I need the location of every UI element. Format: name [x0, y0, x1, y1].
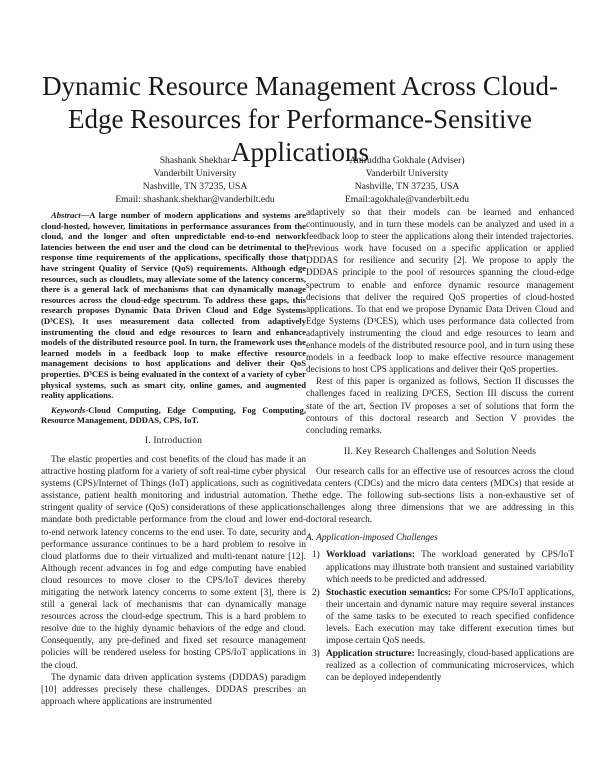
author-block-1	[80, 154, 310, 206]
list-item	[306, 587, 574, 647]
list-item-text: The workload generated by CPS/IoT applications may illustrate both transient and sustained variability which needs to be predicted and addressed.	[326, 550, 574, 585]
abstract	[41, 210, 306, 401]
challenge-list	[306, 549, 574, 684]
list-item-text: For some CPS/IoT applications, their uncertain and dynamic nature may require several instances of the same tasks to be executed to reach specified confidence levels. Each execution may take different execution times but impose certain QoS needs.	[326, 587, 574, 647]
keywords-text: -Cloud Computing, Edge Computing, Fog Computing, Resource Management, DDDAS, CPS, IoT.	[41, 404, 306, 426]
paper-title: Dynamic Resource Management Across Cloud-Edge Resources for Performance-Sensitive Applications	[42, 71, 558, 168]
author-name: Shashank Shekhar	[159, 155, 231, 166]
abstract-text: —A large number of modern applications and systems are cloud-hosted, however, limitations in performance assurances from the cloud, and the longer and often unpredictable end-to-end network latencies between the end user and the cloud can be detrimental to the response time requirements of the applications, specifically those that have stringent Quality of Service (QoS) requirements. Although edge resources, such as cloudlets, may alleviate some of the latency concerns, there is a general lack of mechanisms that can dynamically manage resources across the cloud-edge spectrum. To address these gaps, this research proposes Dynamic Data Driven Cloud and Edge Systems (D³CES). It uses measurement data collected from adaptively instrumenting the cloud and edge resources to learn and enhance models of the distributed resource pool. In turn, the framework uses the learned models in a feedback loop to make effective resource management decisions to host applications and deliver their QoS properties. D³CES is being evaluated in the context of a variety of cyber physical systems, such as smart city, online games, and augmented reality applications.	[41, 210, 306, 401]
section-heading-introduction: I. Introduction	[144, 435, 203, 446]
list-item	[306, 549, 574, 585]
challenges-paragraph: Our research calls for an effective use of resources across the cloud data centers (CDCs) and the micro data centers (MDCs) that reside at the edge. The following sub-sections lists a non-exhaustive set of challenges along three dimensions that we are addressing in this doctoral research.	[306, 466, 574, 526]
list-item-label: Stochastic execution semantics:	[326, 587, 452, 598]
list-item-number: 2)	[312, 587, 320, 598]
list-item-number: 1)	[312, 550, 320, 561]
author-email: Email:agokhale@vanderbilt.edu	[344, 194, 470, 205]
keywords-lead: Keywords	[51, 404, 86, 415]
list-item-number: 3)	[312, 649, 320, 660]
list-item-label: Application structure:	[326, 649, 415, 660]
list-item-label: Workload variations:	[326, 550, 415, 561]
author-block-2	[292, 154, 522, 206]
author-name: Aniruddha Gokhale (Adviser)	[349, 155, 465, 166]
author-email: Email: shashank.shekhar@vanderbilt.edu	[115, 194, 275, 205]
intro-paragraph-1: The elastic properties and cost benefits of the cloud has made it an attractive hosting platform for a variety of soft real-time cyber physical systems (CPS)/Internet of Things (IoT) applications, such as cognitive assistance, patient health monitoring and industrial automation. The stringent quality of service (QoS) considerations of these applications mandate both predictable performance from the cloud and lower end-to-end network latency concerns to the end user. To date, security and performance assurance continues to be a hard problem to resolve in cloud platforms due to their virtualized and multi-tenant nature [12]. Although recent advances in fog and edge computing have enabled cloud resources to move closer to the CPS/IoT devices thereby mitigating the network latency concerns to some extent [3], there is still a general lack of mechanisms that can dynamically manage resources across the cloud-edge spectrum. This is a hard problem to resolve due to the highly dynamic behaviors of the edge and cloud. Consequently, any pre-defined and fixed set resource management policies will be rendered useless for hosting CPS/IoT applications in the cloud.	[41, 454, 306, 671]
intro-continued-paragraph: adaptively so that their models can be learned and enhanced continuously, and in turn these models can be analyzed and used in a feedback loop to steer the applications along their intended trajectories. Previous work have focused on a specific application or applied DDDAS for resilience and security [2]. We propose to apply the DDDAS principle to the pool of resources spanning the cloud-edge spectrum to enable and enforce dynamic resource management decisions that deliver the required QoS properties of cloud-hosted applications. To that end we propose Dynamic Data Driven Cloud and Edge Systems (D³CES), which uses performance data collected from adaptively instrumenting the cloud and edge resources to learn and enhance models of the distributed resource pool, and in turn using these models in a feedback loop to make effective resource management decisions to host CPS applications and deliver their QoS properties.	[306, 208, 574, 376]
abstract-lead: Abstract	[51, 210, 81, 220]
organization-paragraph: Rest of this paper is organized as follows, Section II discusses the challenges faced in realizing D³CES, Section III discuss the current state of the art, Section IV proposes a set of solutions that form the contours of this doctoral research and Section V provides the concluding remarks.	[306, 377, 574, 436]
section-heading-challenges: II. Key Research Challenges and Solution Needs	[343, 446, 537, 457]
author-affiliation: Vanderbilt University	[153, 168, 237, 179]
author-affiliation: Vanderbilt University	[365, 168, 449, 179]
list-item-text: Increasingly, cloud-based applications are realized as a collection of communicating microservices, which can be deployed independently	[326, 649, 575, 684]
intro-paragraph-2: The dynamic data driven application systems (DDDAS) paradigm [10] addresses precisely these challenges. DDDAS prescribes an approach where applications are instrumented	[41, 672, 306, 707]
right-column	[306, 207, 574, 685]
left-column	[41, 210, 306, 708]
author-address: Nashville, TN 37235, USA	[142, 181, 248, 192]
subsection-heading: A. Application-imposed Challenges	[306, 533, 438, 544]
keywords	[41, 405, 306, 426]
list-item	[306, 648, 574, 684]
author-address: Nashville, TN 37235, USA	[354, 181, 460, 192]
